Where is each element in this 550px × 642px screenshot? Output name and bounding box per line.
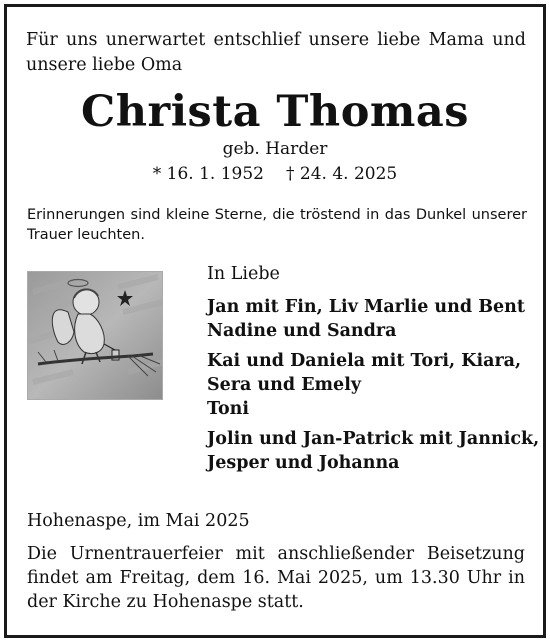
family-line: Jesper und Johanna <box>207 453 400 473</box>
family-line: Jolin und Jan-Patrick mit Jannick, <box>207 429 540 449</box>
family-line: Jan mit Fin, Liv Marlie und Bent <box>207 297 525 317</box>
birth-name: geb. Harder <box>222 139 328 159</box>
family-group-2 <box>207 349 527 421</box>
memorial-quote: Erinnerungen sind kleine Sterne, die tröstend in das Dunkel unserer Trauer leuchten. <box>27 207 527 243</box>
family-list <box>207 262 540 481</box>
birth-date: * 16. 1. 1952 <box>152 164 264 184</box>
deceased-name: Christa Thomas <box>81 87 469 137</box>
death-date: † 24. 4. 2025 <box>286 164 398 184</box>
family-line: Nadine und Sandra <box>207 321 397 341</box>
family-line: Toni <box>207 399 250 419</box>
angel-drawing-icon <box>27 271 163 400</box>
family-group-3 <box>207 427 540 475</box>
family-line: Kai und Daniela mit Tori, Kiara, <box>207 351 522 371</box>
intro-text: Für uns unerwartet entschlief unsere liebe Mama und unsere liebe Oma <box>26 30 526 75</box>
family-group-1 <box>207 295 527 343</box>
family-line: Sera und Emely <box>207 375 362 395</box>
life-dates <box>0 163 550 185</box>
place-date: Hohenaspe, im Mai 2025 <box>27 511 250 531</box>
in-love-label: In Liebe <box>207 264 280 284</box>
funeral-details: Die Urnentrauerfeier mit anschließender Beisetzung findet am Freitag, dem 16. Mai 2025, um 13.30 Uhr in der Kirche zu Hohenaspe statt. <box>27 544 525 612</box>
